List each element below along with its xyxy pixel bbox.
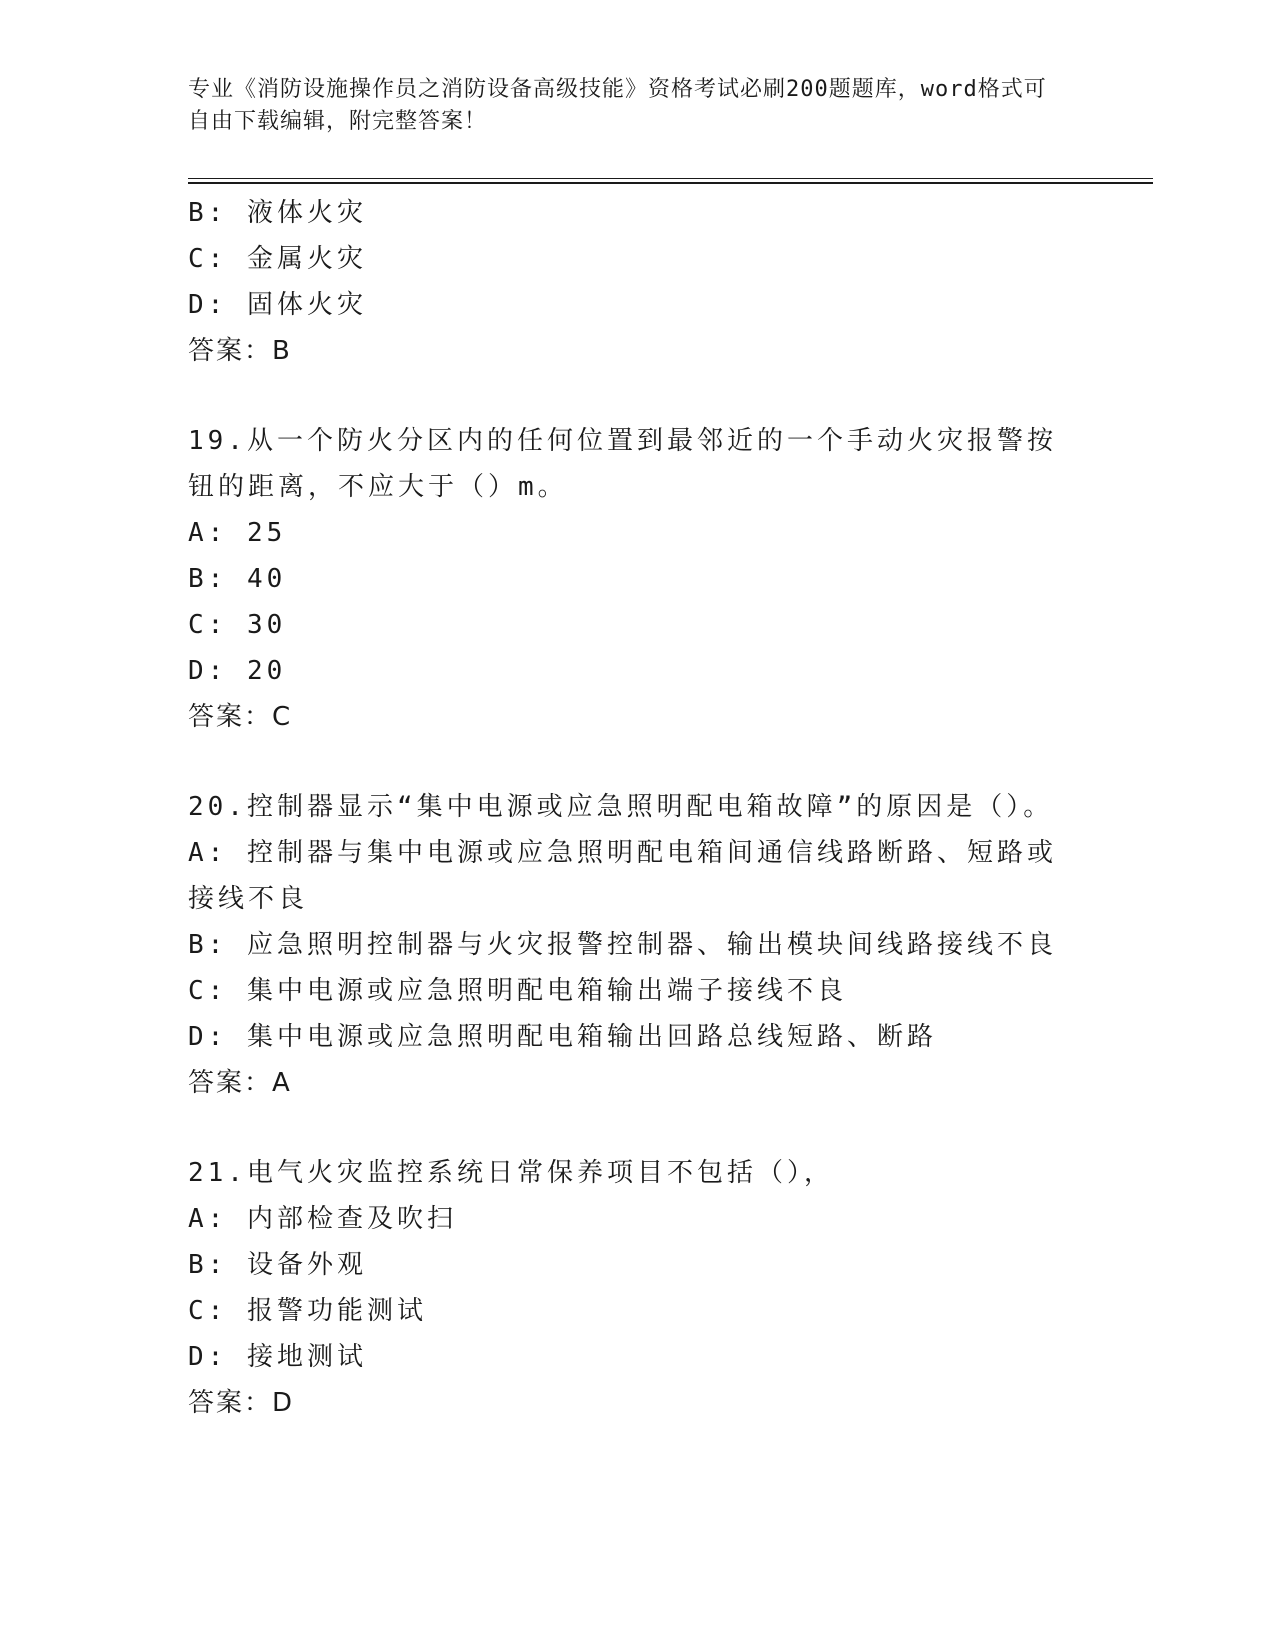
option-c: C: 集中电源或应急照明配电箱输出端子接线不良 xyxy=(188,976,847,1006)
question-20 xyxy=(188,784,1078,1106)
question-18 xyxy=(188,190,1078,374)
question-21 xyxy=(188,1150,1078,1426)
answer: 答案：B xyxy=(188,336,292,366)
option-b: B: 设备外观 xyxy=(188,1250,367,1280)
option-d: D: 20 xyxy=(188,656,287,686)
option-a: A: 内部检查及吹扫 xyxy=(188,1204,457,1234)
answer: 答案：C xyxy=(188,702,293,732)
option-a: A: 控制器与集中电源或应急照明配电箱间通信线路断路、短路或接线不良 xyxy=(188,838,1057,914)
option-c: C: 报警功能测试 xyxy=(188,1296,427,1326)
question-text: 20.控制器显示“集中电源或应急照明配电箱故障”的原因是（）。 xyxy=(188,792,1054,822)
option-d: D: 集中电源或应急照明配电箱输出回路总线短路、断路 xyxy=(188,1022,937,1052)
question-19 xyxy=(188,418,1078,740)
document-header: 专业《消防设施操作员之消防设备高级技能》资格考试必刷200题题库，word格式可自由下载编辑，附完整答案！ xyxy=(188,77,1047,134)
option-a: A: 25 xyxy=(188,518,287,548)
answer: 答案：D xyxy=(188,1388,295,1418)
option-b: B: 40 xyxy=(188,564,287,594)
option-b: B: 应急照明控制器与火灾报警控制器、输出模块间线路接线不良 xyxy=(188,930,1057,960)
option-d: D: 接地测试 xyxy=(188,1342,367,1372)
option-c: C: 金属火灾 xyxy=(188,244,367,274)
option-c: C: 30 xyxy=(188,610,287,640)
header-divider-thick xyxy=(188,182,1153,184)
option-d: D: 固体火灾 xyxy=(188,290,367,320)
question-text: 21.电气火灾监控系统日常保养项目不包括（）， xyxy=(188,1158,834,1188)
spacer xyxy=(188,374,1078,418)
answer: 答案：A xyxy=(188,1068,292,1098)
question-list xyxy=(188,190,1078,1426)
spacer xyxy=(188,1106,1078,1150)
option-b: B: 液体火灾 xyxy=(188,198,367,228)
spacer xyxy=(188,740,1078,784)
header-divider-thin xyxy=(188,178,1153,179)
question-text: 19.从一个防火分区内的任何位置到最邻近的一个手动火灾报警按钮的距离，不应大于（）m。 xyxy=(188,426,1057,502)
